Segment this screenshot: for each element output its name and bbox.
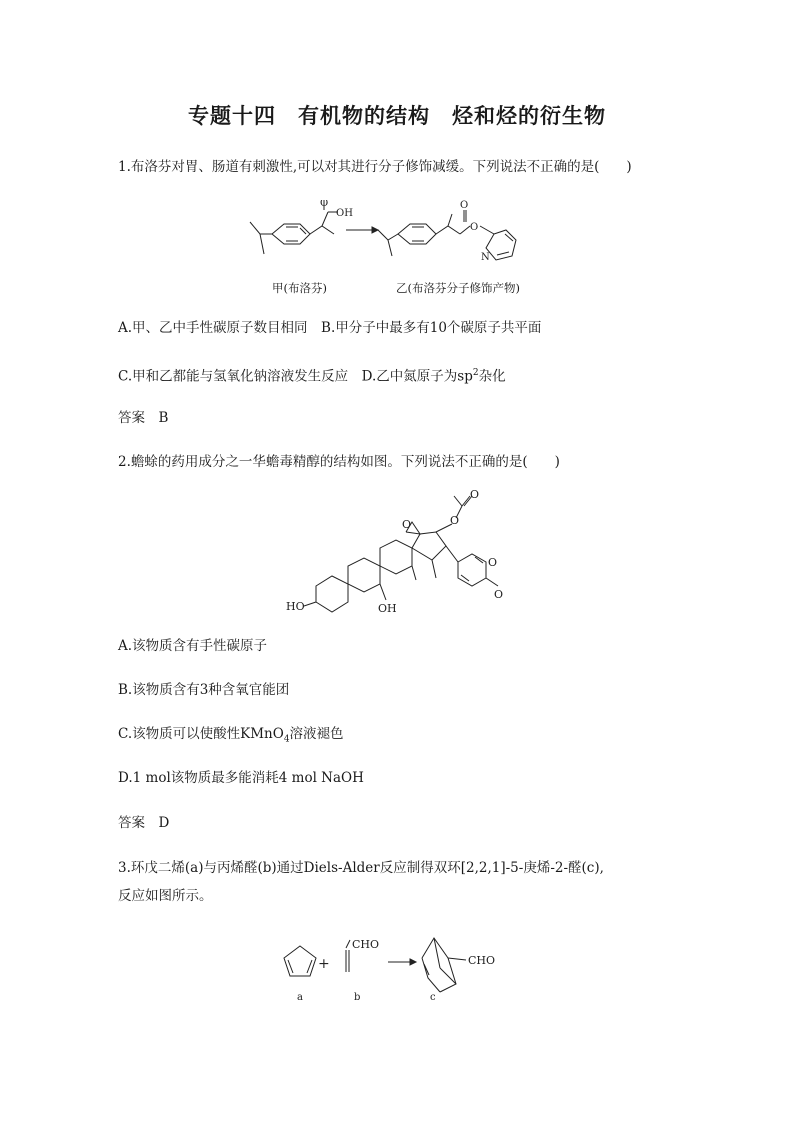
q1-options-ab: A.甲、乙中手性碳原子数目相同 B.甲分子中最多有10个碳原子共平面: [118, 320, 542, 336]
q2-option-c: [118, 724, 344, 750]
q1-o-label-yi: O: [460, 200, 469, 211]
q3-stem-line2: 反应如图所示。: [118, 888, 213, 904]
q3-cho-b: CHO: [352, 938, 380, 951]
q1-answer: 答案 B: [118, 410, 169, 426]
q1-caption-jia: 甲(布洛芬): [272, 281, 327, 295]
q1-o-label-jia: O: [320, 200, 329, 209]
q3-label-a: a: [297, 992, 303, 1003]
q2-option-c-head: C.该物质可以使酸性KMnO: [118, 726, 284, 742]
q2-option-c-sub: 4: [283, 734, 290, 745]
q2-epoxide-o: O: [402, 518, 412, 531]
q3-label-c: c: [430, 992, 436, 1003]
q1-caption-yi: 乙(布洛芬分子修饰产物): [396, 281, 520, 295]
q2-option-a: A.该物质含有手性碳原子: [118, 638, 268, 654]
q3-stem-line1: 3.环戊二烯(a)与丙烯醛(b)通过Diels-Alder反应制得双环[2,2,1]-5-庚烯-2-醛(c),: [118, 860, 604, 876]
q2-acetyl-o: O: [450, 514, 460, 527]
q2-acetyl-dbl-o: O: [470, 488, 480, 501]
q1-options-cd: [118, 363, 506, 387]
q2-lactone-dbl-o: O: [494, 588, 504, 601]
q2-stem: 2.蟾蜍的药用成分之一华蟾毒精醇的结构如图。下列说法不正确的是( ): [118, 454, 560, 470]
q3-label-b: b: [354, 992, 361, 1003]
q2-option-b: B.该物质含有3种含氧官能团: [118, 682, 290, 698]
q1-o-ester-label: O: [470, 222, 479, 233]
q2-lactone-o: O: [488, 556, 498, 569]
q3-reaction-figure: [280, 928, 520, 1008]
q2-structure-figure: [286, 488, 526, 628]
page-title: 专题十四 有机物的结构 烃和烃的衍生物: [188, 104, 606, 128]
q1-option-d-tail: 杂化: [478, 368, 506, 385]
q1-oh-label: OH: [336, 208, 353, 219]
q2-option-d: D.1 mol该物质最多能消耗4 mol NaOH: [118, 770, 364, 786]
q2-answer: 答案 D: [118, 815, 170, 831]
q2-option-c-tail: 溶液褪色: [289, 726, 344, 742]
q1-stem: 1.布洛芬对胃、肠道有刺激性,可以对其进行分子修饰减缓。下列说法不正确的是( ): [118, 159, 632, 175]
q3-plus: +: [318, 956, 330, 972]
q1-option-c-text: C.甲和乙都能与氢氧化钠溶液发生反应 D.乙中氮原子为sp: [118, 368, 473, 385]
q1-option-d-sup: 2: [472, 368, 479, 378]
q2-ho-label: HO: [286, 600, 305, 613]
q2-oh-label: OH: [378, 602, 397, 615]
q1-ibuprofen-figure: [240, 200, 570, 272]
q3-cho-c: CHO: [468, 954, 496, 967]
q1-n-label: N: [481, 252, 490, 263]
